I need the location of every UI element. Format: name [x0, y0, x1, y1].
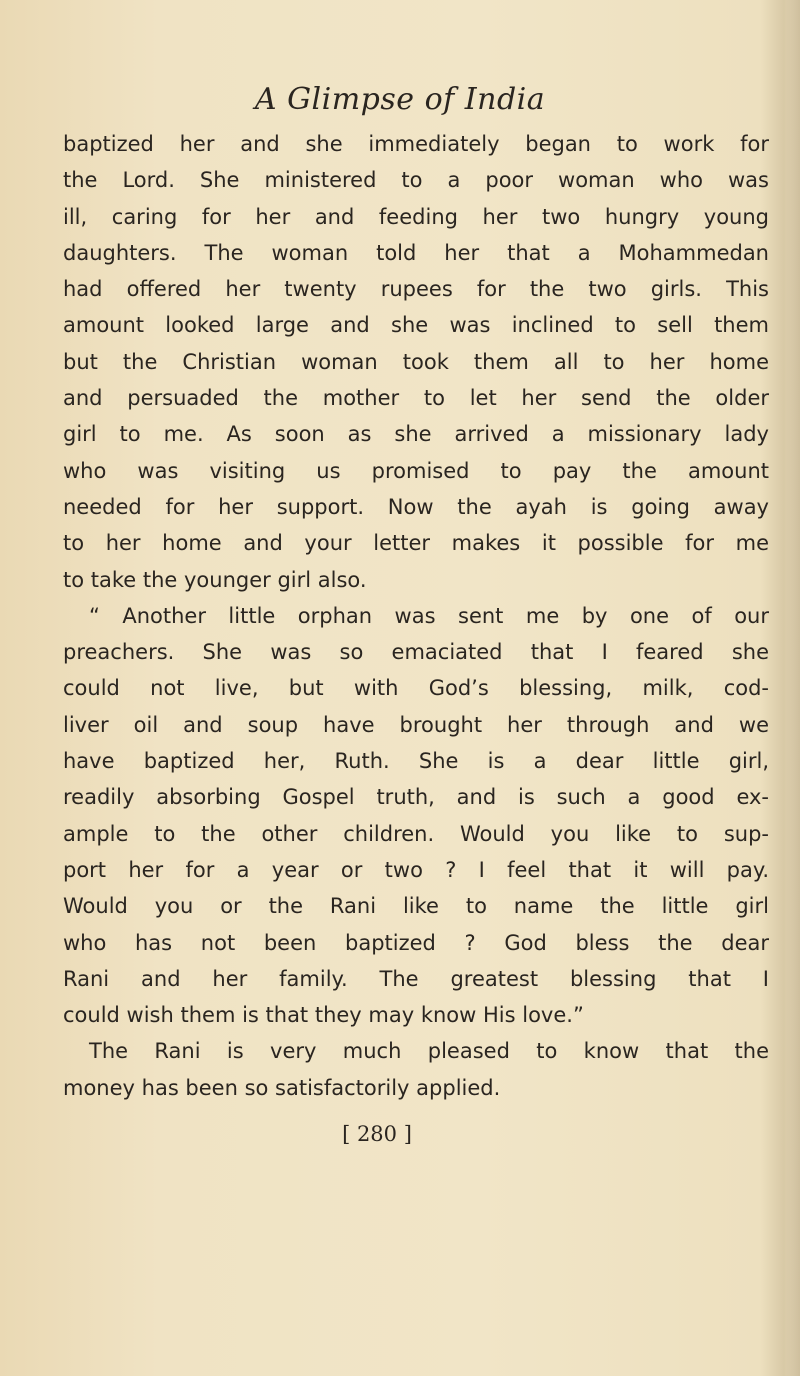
text-line: ill, caring for her and feeding her two hungry young [63, 204, 769, 229]
page-number: [ 280 ] [342, 1122, 412, 1146]
text-line: could not live, but with God’s blessing, milk, cod- [63, 676, 769, 701]
text-line: ample to the other children. Would you like to sup- [63, 821, 769, 846]
text-line: the Lord. She ministered to a poor woman who was [63, 168, 769, 193]
text-line: have baptized her, Ruth. She is a dear little girl, [63, 749, 769, 774]
running-head: A Glimpse of India [254, 82, 546, 117]
text-line: had offered her twenty rupees for the two girls. This [63, 277, 769, 302]
text-line: to her home and your letter makes it possible for me [63, 531, 769, 556]
text-line: daughters. The woman told her that a Mohammedan [63, 240, 769, 265]
page-edge-shadow [786, 0, 800, 1376]
text-line: readily absorbing Gospel truth, and is such a good ex- [63, 785, 769, 810]
text-line: needed for her support. Now the ayah is going away [63, 494, 769, 519]
text-line: could wish them is that they may know His love.” [63, 1003, 584, 1028]
text-line: The Rani is very much pleased to know that the [89, 1039, 769, 1064]
text-line: girl to me. As soon as she arrived a missionary lady [63, 422, 769, 447]
text-line: and persuaded the mother to let her send the older [63, 386, 769, 411]
text-line: to take the younger girl also. [63, 567, 367, 592]
text-line: who was visiting us promised to pay the amount [63, 458, 769, 483]
text-line: port her for a year or two ? I feel that it will pay. [63, 857, 769, 882]
text-line: Rani and her family. The greatest blessing that I [63, 966, 769, 991]
text-line: Would you or the Rani like to name the little girl [63, 894, 769, 919]
text-line: amount looked large and she was inclined to sell them [63, 313, 769, 338]
text-line: preachers. She was so emaciated that I feared she [63, 640, 769, 665]
text-line: who has not been baptized ? God bless the dear [63, 930, 769, 955]
text-line: “ Another little orphan was sent me by one of our [89, 603, 769, 628]
text-line: baptized her and she immediately began to work for [63, 132, 769, 156]
text-line: money has been so satisfactorily applied. [63, 1075, 501, 1100]
text-line: but the Christian woman took them all to her home [63, 349, 769, 374]
body-text [63, 126, 769, 1106]
text-line: liver oil and soup have brought her through and we [63, 712, 769, 737]
